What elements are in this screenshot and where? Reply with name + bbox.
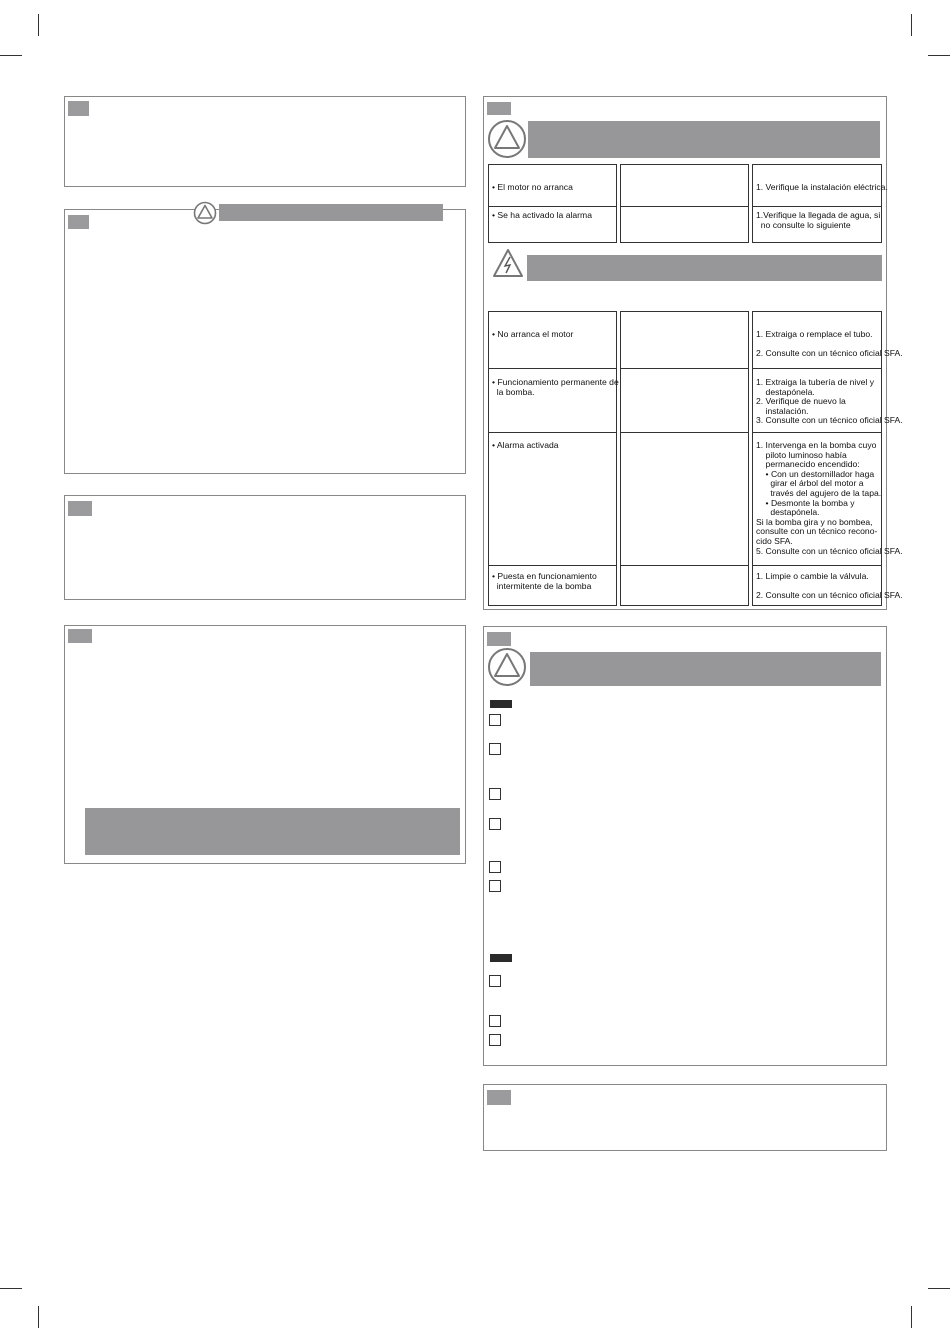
symptom-text: la bomba. bbox=[492, 386, 535, 397]
checkbox[interactable] bbox=[489, 1015, 501, 1027]
crop-mark bbox=[0, 55, 22, 56]
solution-line: • Con un destornillador haga bbox=[756, 468, 875, 479]
solution-line: 5. Consulte con un técnico oficial SFA. bbox=[756, 545, 903, 556]
table2-row2-cause bbox=[620, 368, 749, 433]
solution-line: instalación. bbox=[756, 405, 809, 416]
table2-row3-symptom bbox=[488, 432, 617, 566]
electric-header-bar bbox=[527, 255, 882, 281]
crop-mark bbox=[38, 14, 39, 36]
section-header-bar bbox=[530, 652, 881, 686]
section-header-bar bbox=[528, 121, 880, 158]
solution-line: cido SFA. bbox=[756, 535, 793, 546]
symptom-text: intermitente de la bomba bbox=[492, 580, 592, 591]
section-tag bbox=[68, 629, 92, 643]
subsection-tag bbox=[490, 700, 512, 708]
table1-row1-symptom bbox=[488, 164, 617, 207]
table2-row1-cause bbox=[620, 311, 749, 369]
symptom-text: • No arranca el motor bbox=[492, 329, 574, 339]
solution-line: • Desmonte la bomba y bbox=[756, 497, 855, 508]
table2-row4-symptom bbox=[488, 565, 617, 606]
crop-mark bbox=[0, 1288, 22, 1289]
symptom-text: • Se ha activado la alarma bbox=[492, 210, 592, 220]
solution-line: 1. Extraiga la tubería de nivel y bbox=[756, 377, 874, 387]
section-tag bbox=[487, 632, 511, 646]
solution-line: 1. Verifique la instalación eléctrica. bbox=[756, 182, 888, 192]
table2-row3-solution bbox=[752, 432, 903, 566]
table2-row2-solution bbox=[752, 368, 903, 433]
table2-row1-symptom bbox=[488, 311, 617, 369]
left-section-2 bbox=[64, 209, 466, 474]
solution-line: 1. Extraiga o remplace el tubo. bbox=[756, 329, 873, 339]
symptom-text: • El motor no arranca bbox=[492, 182, 573, 192]
solution-line: 1. Limpie o cambie la válvula. bbox=[756, 571, 869, 581]
section-tag bbox=[68, 501, 92, 516]
table1-row1-solution bbox=[752, 164, 888, 207]
section-tag bbox=[68, 101, 89, 116]
left-section-1 bbox=[64, 96, 466, 187]
checkbox[interactable] bbox=[489, 880, 501, 892]
electric-hazard-icon bbox=[492, 248, 524, 278]
section-tag bbox=[487, 102, 511, 115]
table2-row1-solution bbox=[752, 311, 903, 369]
checklist-section bbox=[483, 626, 887, 1066]
warning-triangle-circle-icon bbox=[193, 201, 217, 225]
crop-mark bbox=[38, 1306, 39, 1328]
table2-row3-cause bbox=[620, 432, 749, 566]
solution-line: destapónela. bbox=[756, 507, 820, 518]
solution-line: través del agujero de la tapa. bbox=[756, 487, 882, 498]
symptom-text: • Funcionamiento permanente de bbox=[492, 377, 619, 387]
warning-triangle-circle-icon bbox=[487, 647, 527, 687]
crop-mark bbox=[928, 1288, 950, 1289]
section-header-bar bbox=[219, 204, 443, 221]
solution-line: permanecido encendido: bbox=[756, 459, 860, 470]
section-tag bbox=[68, 215, 89, 229]
left-section-4 bbox=[64, 625, 466, 864]
checkbox[interactable] bbox=[489, 1034, 501, 1046]
solution-line: girar el árbol del motor a bbox=[756, 478, 864, 489]
table1-row2-solution bbox=[752, 206, 882, 243]
crop-mark bbox=[911, 1306, 912, 1328]
table1-row1-cause bbox=[620, 164, 749, 207]
crop-mark bbox=[911, 14, 912, 36]
left-section-3 bbox=[64, 495, 466, 600]
solution-line: no consulte lo siguiente bbox=[756, 219, 851, 230]
crop-mark bbox=[928, 55, 950, 56]
solution-line: destapónela. bbox=[756, 386, 815, 397]
section-tag bbox=[487, 1090, 511, 1105]
solution-line: 2. Consulte con un técnico oficial SFA. bbox=[756, 590, 903, 601]
solution-line: 1.Verifique la llegada de agua, si bbox=[756, 210, 881, 220]
checkbox[interactable] bbox=[489, 743, 501, 755]
checkbox[interactable] bbox=[489, 714, 501, 726]
table2-row4-solution bbox=[752, 565, 903, 606]
table2-row4-cause bbox=[620, 565, 749, 606]
solution-line: 1. Intervenga en la bomba cuyo bbox=[756, 440, 877, 450]
note-bar bbox=[85, 808, 460, 855]
solution-line: 2. Verifique de nuevo la bbox=[756, 396, 846, 407]
table1-row2-cause bbox=[620, 206, 749, 243]
table1-row2-symptom bbox=[488, 206, 617, 243]
solution-line: piloto luminoso había bbox=[756, 449, 847, 460]
table2-row2-symptom bbox=[488, 368, 617, 433]
right-section-last bbox=[483, 1084, 887, 1151]
subsection-tag bbox=[490, 954, 512, 962]
warning-triangle-circle-icon bbox=[487, 119, 527, 159]
solution-line: 3. Consulte con un técnico oficial SFA. bbox=[756, 415, 903, 426]
solution-line: consulte con un técnico recono- bbox=[756, 526, 878, 537]
symptom-text: • Puesta en funcionamiento bbox=[492, 571, 597, 581]
solution-line: Si la bomba gira y no bombea, bbox=[756, 516, 873, 527]
symptom-text: • Alarma activada bbox=[492, 440, 559, 450]
solution-line: 2. Consulte con un técnico oficial SFA. bbox=[756, 348, 903, 359]
checkbox[interactable] bbox=[489, 818, 501, 830]
checkbox[interactable] bbox=[489, 975, 501, 987]
checkbox[interactable] bbox=[489, 861, 501, 873]
checkbox[interactable] bbox=[489, 788, 501, 800]
